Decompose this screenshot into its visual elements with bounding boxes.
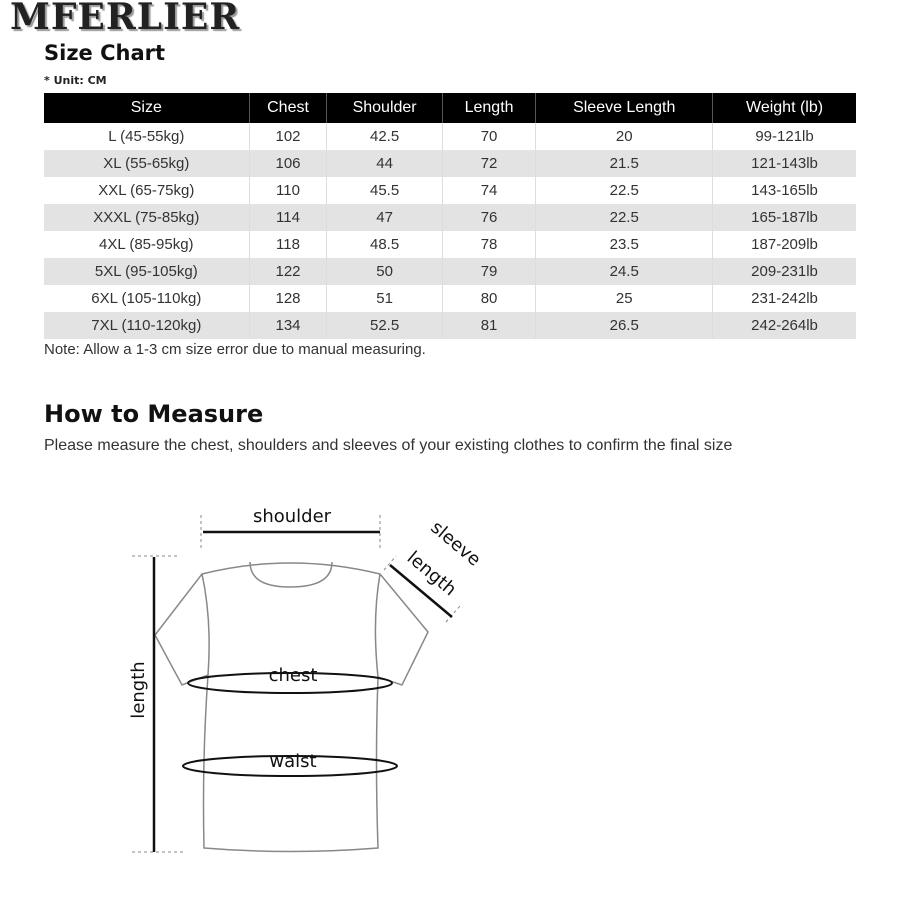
table-cell: 42.5 (327, 123, 442, 150)
table-cell: 50 (327, 258, 442, 285)
table-cell: 24.5 (536, 258, 713, 285)
note: Note: Allow a 1-3 cm size error due to manual measuring. (44, 341, 426, 358)
waist-label: waist (269, 751, 317, 772)
table-row (44, 150, 856, 177)
table-cell: 102 (249, 123, 327, 150)
table-cell: 45.5 (327, 177, 442, 204)
table-cell: 231-242lb (713, 285, 856, 312)
table-cell: 81 (442, 312, 536, 339)
table-cell: 47 (327, 204, 442, 231)
tshirt-outline (155, 562, 428, 852)
table-cell: 114 (249, 204, 327, 231)
table-cell: 22.5 (536, 177, 713, 204)
table-cell: 128 (249, 285, 327, 312)
column-header: Sleeve Length (536, 93, 713, 123)
table-cell: 70 (442, 123, 536, 150)
size-table (44, 93, 856, 339)
table-cell: 187-209lb (713, 231, 856, 258)
table-cell: 165-187lb (713, 204, 856, 231)
table-cell: XXL (65-75kg) (98, 182, 195, 199)
table-cell: 72 (442, 150, 536, 177)
unit-label: * Unit: CM (44, 74, 107, 87)
table-cell: 110 (249, 177, 327, 204)
table-cell: 5XL (95-105kg) (44, 258, 249, 285)
section-title: How to Measure (44, 400, 264, 428)
table-row (44, 258, 856, 285)
table-cell: 122 (249, 258, 327, 285)
sleeve-label-2: length (402, 547, 461, 601)
table-cell: 22.5 (536, 204, 713, 231)
table-header (44, 93, 856, 123)
table-row (44, 285, 856, 312)
table-cell: 25 (536, 285, 713, 312)
table-cell: L (45-55kg) (108, 128, 185, 145)
table-cell: XL (55-65kg) (44, 150, 249, 177)
table-cell: 242-264lb (713, 312, 856, 339)
table-cell: 51 (327, 285, 442, 312)
table-cell: 6XL (105-110kg) (91, 290, 202, 307)
brand-logo: MFERLIER (10, 0, 241, 38)
table-row (44, 231, 856, 258)
table-cell: 121-143lb (713, 150, 856, 177)
column-header: Size (44, 93, 249, 123)
table-cell: 26.5 (536, 312, 713, 339)
table-cell: 209-231lb (713, 258, 856, 285)
table-cell: 23.5 (536, 231, 713, 258)
table-cell: 21.5 (536, 150, 713, 177)
table-cell: 20 (536, 123, 713, 150)
table-cell: 48.5 (327, 231, 442, 258)
table-row (44, 312, 856, 339)
table-cell: XXXL (75-85kg) (44, 204, 249, 231)
table-row (44, 177, 856, 204)
table-cell: 79 (442, 258, 536, 285)
table-row (44, 123, 856, 150)
page-title: Size Chart (44, 41, 166, 65)
table-cell: 4XL (85-95kg) (99, 236, 194, 253)
section-description: Please measure the chest, shoulders and sleeves of your existing clothes to confirm the final size (44, 437, 733, 454)
table-cell: 143-165lb (713, 177, 856, 204)
table-cell: 7XL (110-120kg) (44, 312, 249, 339)
chest-label: chest (268, 665, 318, 686)
sleeve-label-1: sleeve (426, 517, 485, 571)
table-cell: 52.5 (327, 312, 442, 339)
column-header: Chest (249, 93, 327, 123)
shoulder-label: shoulder (252, 506, 332, 527)
table-row (44, 204, 856, 231)
table-cell: 80 (442, 285, 536, 312)
table-cell: 106 (249, 150, 327, 177)
table-cell: 99-121lb (713, 123, 856, 150)
table-cell: 78 (442, 231, 536, 258)
table-cell: 118 (249, 231, 327, 258)
table-cell: 44 (327, 150, 442, 177)
column-header: Length (442, 93, 536, 123)
table-cell: 74 (442, 177, 536, 204)
tshirt-diagram (120, 490, 500, 870)
column-header: Weight (lb) (713, 93, 856, 123)
length-label: length (128, 661, 149, 719)
column-header: Shoulder (327, 93, 442, 123)
table-cell: 134 (249, 312, 327, 339)
table-cell: 76 (442, 204, 536, 231)
